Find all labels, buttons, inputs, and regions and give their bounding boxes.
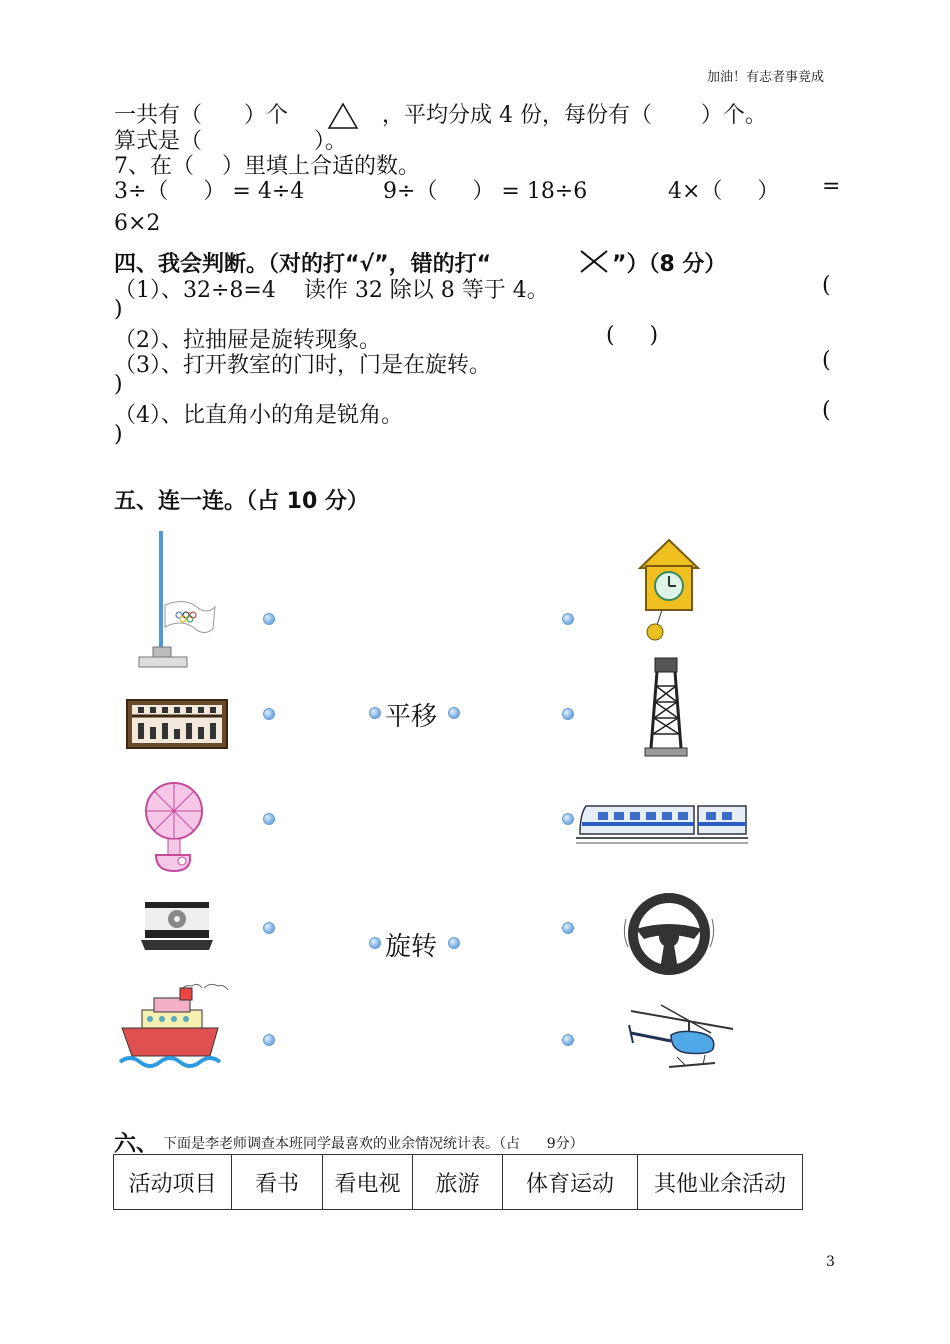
section-6-number: 六、 bbox=[114, 1132, 159, 1157]
question-line-1b: ，平均分成 4 份，每份有（ ）个。 bbox=[382, 103, 767, 128]
cd-drive-icon bbox=[141, 900, 213, 952]
table-row bbox=[114, 1155, 803, 1210]
judge-item-2: （2）、拉抽屉是旋转现象。 bbox=[114, 328, 381, 353]
judge-item-4-open: ( bbox=[822, 398, 831, 423]
match-dot-left-3[interactable] bbox=[263, 813, 275, 825]
table-header-cell: 看书 bbox=[232, 1155, 323, 1210]
section-4-title: 四、我会判断。（对的打“√”，错的打“ bbox=[114, 252, 492, 277]
judge-item-4: （4）、比直角小的角是锐角。 bbox=[114, 403, 403, 428]
train-icon bbox=[576, 800, 748, 846]
steering-wheel-icon bbox=[624, 889, 714, 979]
section-4-title-end: ”）（8 分） bbox=[612, 252, 727, 277]
judge-item-1-close: ) bbox=[114, 297, 123, 322]
fill-blank-3-rhs: 6×2 bbox=[114, 211, 161, 236]
match-dot-left-1[interactable] bbox=[263, 613, 275, 625]
match-dot-left-5[interactable] bbox=[263, 1034, 275, 1046]
match-dot-left-4[interactable] bbox=[263, 922, 275, 934]
question-line-2: 算式是（ ）。 bbox=[114, 129, 347, 154]
label-rotation: 旋转 bbox=[385, 932, 438, 962]
flag-pole-icon bbox=[135, 527, 217, 672]
table-header-cell: 看电视 bbox=[323, 1155, 413, 1210]
fill-blank-3-equals: = bbox=[822, 174, 841, 199]
question-7-title: 7、在（ ）里填上合适的数。 bbox=[114, 154, 420, 179]
judge-item-4-close: ) bbox=[114, 422, 123, 447]
match-dot-right-4[interactable] bbox=[562, 922, 574, 934]
header-slogan: 加油！有志者事竟成 bbox=[707, 70, 825, 85]
table-header-cell: 活动项目 bbox=[114, 1155, 232, 1210]
section-5-title: 五、连一连。（占 10 分） bbox=[114, 489, 369, 514]
cross-icon bbox=[575, 248, 611, 274]
fan-icon bbox=[144, 775, 204, 875]
label-translation: 平移 bbox=[385, 702, 438, 732]
fill-blank-2: 9÷（ ） = 18÷6 bbox=[383, 179, 588, 204]
judge-item-3-open: ( bbox=[822, 348, 831, 373]
match-dot-right-5[interactable] bbox=[562, 1034, 574, 1046]
match-dot-right-1[interactable] bbox=[562, 613, 574, 625]
judge-item-2-bracket: ( ) bbox=[606, 323, 659, 348]
judge-item-3: （3）、打开教室的门时，门是在旋转。 bbox=[114, 353, 491, 378]
tower-elevator-icon bbox=[643, 656, 689, 758]
question-line-1a: 一共有（ ）个 bbox=[114, 103, 288, 128]
match-dot-right-2[interactable] bbox=[562, 708, 574, 720]
section-6-text: 下面是李老师调查本班同学最喜欢的业余情况统计表。（占 9分） bbox=[163, 1136, 584, 1152]
match-dot-left-2[interactable] bbox=[263, 708, 275, 720]
cuckoo-clock-icon bbox=[638, 538, 700, 644]
page-number: 3 bbox=[826, 1254, 835, 1270]
judge-item-1: （1）、32÷8=4 读作 32 除以 8 等于 4。 bbox=[114, 278, 549, 303]
match-dot-translation-right[interactable] bbox=[448, 707, 460, 719]
ship-icon bbox=[120, 980, 232, 1075]
activity-table bbox=[113, 1154, 803, 1210]
helicopter-icon bbox=[621, 1003, 737, 1077]
fill-blank-1: 3÷（ ） = 4÷4 bbox=[114, 179, 305, 204]
abacus-icon bbox=[126, 699, 228, 749]
table-header-cell: 体育运动 bbox=[503, 1155, 638, 1210]
match-dot-rotation-left[interactable] bbox=[369, 937, 381, 949]
match-dot-right-3[interactable] bbox=[562, 813, 574, 825]
fill-blank-3: 4×（ ） bbox=[668, 179, 780, 204]
judge-item-1-open: ( bbox=[822, 273, 831, 298]
match-dot-rotation-right[interactable] bbox=[448, 937, 460, 949]
table-header-cell: 其他业余活动 bbox=[638, 1155, 803, 1210]
judge-item-3-close: ) bbox=[114, 372, 123, 397]
table-header-cell: 旅游 bbox=[413, 1155, 503, 1210]
match-dot-translation-left[interactable] bbox=[369, 707, 381, 719]
